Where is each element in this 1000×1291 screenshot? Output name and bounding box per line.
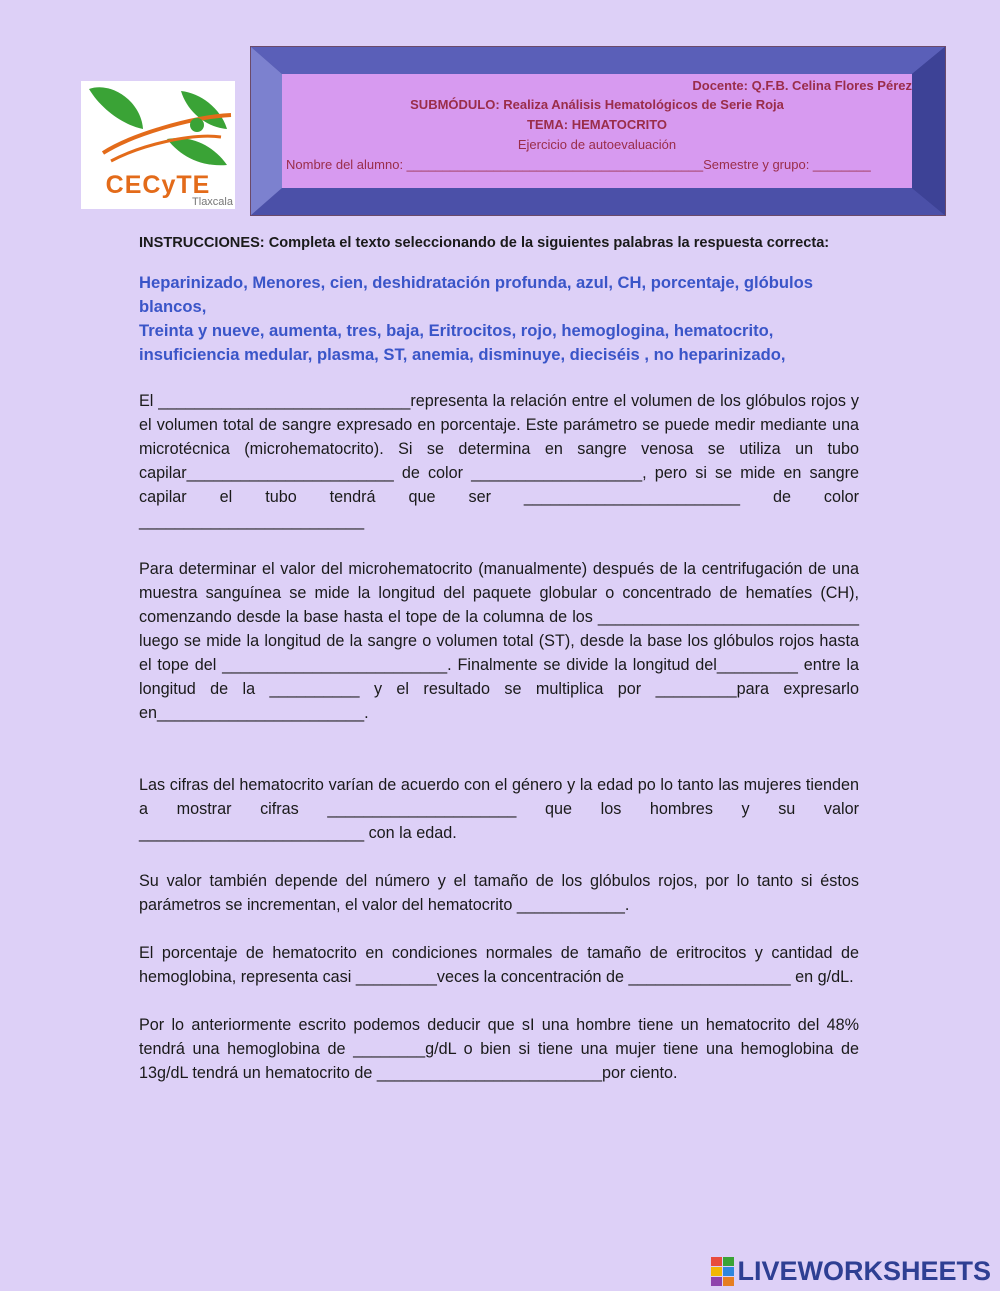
liveworksheets-brand (711, 1257, 991, 1285)
paragraph-hematocrito-definition: El ____________________________representa la relación entre el volumen de los glóbulos rojos y el volumen total de sangre expresado en porcentaje. Este parámetro se puede medir mediante una microtécnica (microhematocrito). Si se determina en sangre venosa se utiliza un tubo capilar_______________________ de color ___________________, pero si se mide en sangre capilar el tubo tendrá que ser ________________________ de color _________________________ (139, 392, 859, 530)
liveworksheets-badge-icon (711, 1257, 734, 1286)
exercise-label: Ejercicio de autoevaluación (517, 137, 677, 152)
student-name-line: Nombre del alumno: _________________________________________Semestre y grupo: ________ (286, 157, 871, 172)
teacher-name: Docente: Q.F.B. Celina Flores Pérez (692, 78, 912, 93)
header-panel (282, 74, 912, 188)
paragraph-deduction: Por lo anteriormente escrito podemos deducir que sI una hombre tiene un hematocrito del 48% tendrá una hemoglobina de ________g/dL o bien si tiene una mujer tiene una hemoglobina de 13g/dL tendrá un hematocrito de _________________________por ciento. (139, 1016, 859, 1082)
paragraph-microhematocrito-method: Para determinar el valor del microhematocrito (manualmente) después de la centrifugación de una muestra sanguínea se mide la longitud del paquete globular o concentrado de hematíes (CH), comenzando desde la base hasta el tope de la columna de los _____________________________ luego se mide la longitud de la sangre o volumen total (ST), desde la base los glóbulos rojos hasta el tope del _________________________. Finalmente se divide la longitud del_________ entre la longitud de la __________ y el resultado se multiplica por _________para expresarlo en_______________________. (139, 560, 859, 722)
word-bank-line: Heparinizado, Menores, cien, deshidratación profunda, azul, CH, porcentaje, glóbulos blancos, (139, 273, 813, 316)
brand-text: LIVEWORKSHEETS (737, 1255, 991, 1286)
worksheet-body (139, 232, 859, 1109)
paragraph-hemoglobin-ratio: El porcentaje de hematocrito en condiciones normales de tamaño de eritrocitos y cantidad de hemoglobina, representa casi _________veces la concentración de __________________ en g/dL. (139, 944, 859, 986)
topic-title: TEMA: HEMATOCRITO (526, 117, 668, 132)
logo-subtext: Tlaxcala (192, 196, 233, 208)
cecyte-logo (81, 81, 235, 209)
submodule-title: SUBMÓDULO: Realiza Análisis Hematológicos de Serie Roja (410, 97, 784, 112)
paragraph-gender-age: Las cifras del hematocrito varían de acuerdo con el género y la edad po lo tanto las mujeres tienden a mostrar cifras _____________________ que los hombres y su valor _________________________ con la edad. (139, 776, 859, 842)
word-bank (139, 271, 859, 367)
instructions: INSTRUCCIONES: Completa el texto seleccionando de la siguientes palabras la respuesta correcta: (139, 235, 830, 251)
word-bank-line: Treinta y nueve, aumenta, tres, baja, Eritrocitos, rojo, hemoglogina, hematocrito, insuficiencia medular, plasma, ST, anemia, disminuye, dieciséis , no heparinizado, (139, 321, 786, 364)
logo-text: CECyTE (105, 171, 211, 199)
paragraph-rbc-size: Su valor también depende del número y el tamaño de los glóbulos rojos, por lo tanto si éstos parámetros se incrementan, el valor del hematocrito ____________. (139, 872, 859, 914)
